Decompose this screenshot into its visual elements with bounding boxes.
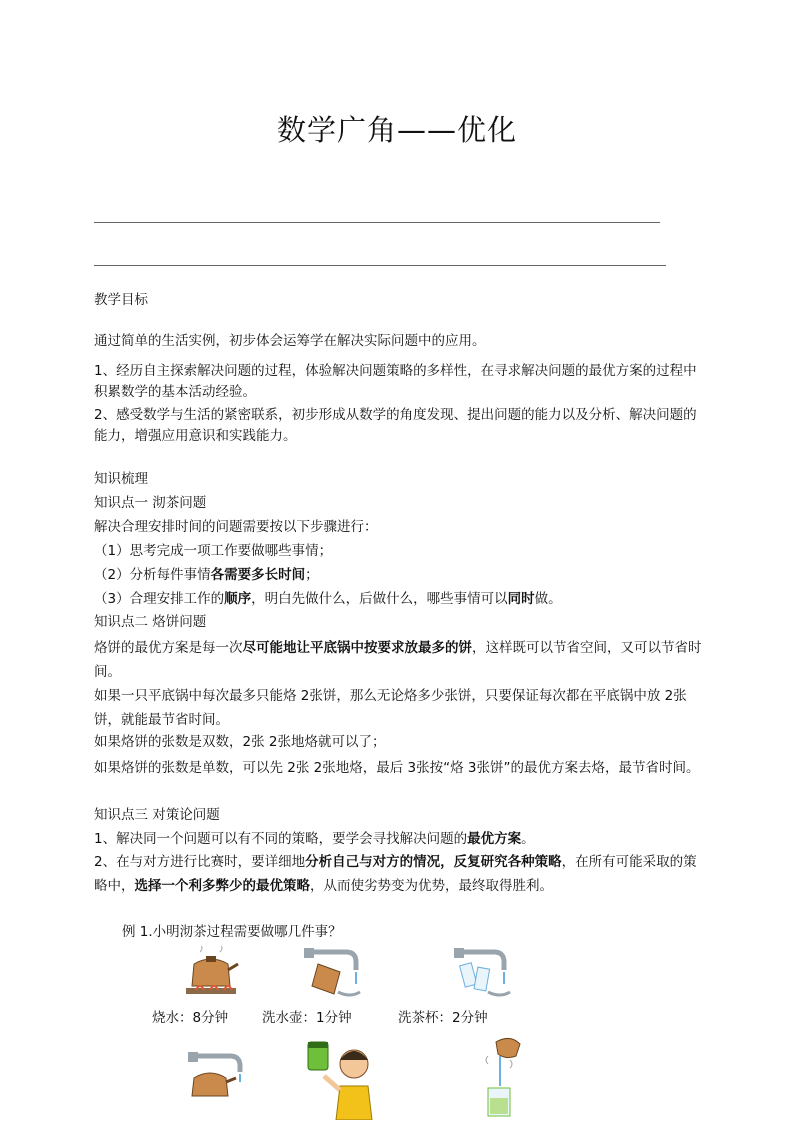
boy-with-tea-illustration [302,1036,386,1120]
kp2-paragraph-3: 如果烙饼的张数是双数，2张 2张地烙就可以了； [94,734,386,750]
caption-wash-kettle: 洗水壶：1分钟 [262,1010,352,1026]
kp2-paragraph-4: 如果烙饼的张数是单数，可以先 2张 2张地烙，最后 3张按“烙 3张饼”的最优方案去烙，最节省时间。 [94,760,700,776]
objectives-intro: 通过简单的生活实例，初步体会运筹学在解决实际问题中的应用。 [94,333,486,349]
kp1-intro: 解决合理安排时间的问题需要按以下步骤进行： [94,519,378,535]
kp3-heading: 知识点三 对策论问题 [94,807,220,823]
kp1-step-3 [94,591,562,608]
kp3-p1-bold: 最优方案 [467,831,522,847]
kp3-p2-bold-1: 分析自己与对方的情况，反复研究各种策略 [305,854,562,870]
kp3-paragraph-1 [94,831,535,848]
wash-kettle-illustration [300,944,366,1000]
kp2-p1-text: 烙饼的最优方案是每一次 [94,640,243,656]
header-rule-2 [94,265,666,266]
kp2-p1-bold: 尽可能地让平底锅中按要求放最多的饼 [242,640,472,656]
kp3-p2-mid: ，在所有可能采取的策略中， [94,854,697,894]
make-tea-illustration [470,1034,528,1120]
header-rule-1 [94,222,660,223]
kp1-heading: 知识点一 沏茶问题 [94,495,207,511]
review-heading: 知识梳理 [94,471,148,487]
objective-1: 1、经历自主探索解决问题的过程，体验解决问题策略的多样性，在寻求解决问题的最优方案的过程中积累数学的基本活动经验。 [94,363,697,400]
wash-cups-illustration [452,944,514,1000]
kp1-step-3-mid: ，明白先做什么，后做什么，哪些事情可以 [251,591,508,607]
fill-kettle-illustration [184,1048,250,1102]
kp2-paragraph-2: 如果一只平底锅中每次最多只能烙 2张饼，那么无论烙多少张饼，只要保证每次都在平底锅中放 2张饼，就能最节省时间。 [94,688,687,728]
kp2-heading: 知识点二 烙饼问题 [94,614,207,630]
kp3-p2-end: ，从而使劣势变为优势，最终取得胜利。 [310,878,553,894]
kp1-step-3-bold-1: 顺序 [224,591,252,607]
kp3-paragraph-2 [94,850,702,898]
kp1-step-3-text: （3）合理安排工作的 [94,591,225,607]
kp1-step-3-bold-2: 同时 [507,591,535,607]
kp2-paragraph-1 [94,636,702,684]
kp1-step-1: （1）思考完成一项工作要做哪些事情； [94,543,333,559]
objectives-heading: 教学目标 [94,292,148,308]
kp1-step-2-text: （2）分析每件事情 [94,567,211,583]
kp1-step-2 [94,567,319,584]
kp2-p1-end: ，这样既可以节省空间，又可以节省时间。 [94,640,702,680]
caption-wash-cups: 洗茶杯：2分钟 [398,1010,488,1026]
kp3-p1-text: 1、解决同一个问题可以有不同的策略，要学会寻找解决问题的 [94,831,468,847]
kp3-p2-text: 2、在与对方进行比赛时，要详细地 [94,854,306,870]
kp1-step-2-end: ； [305,567,319,583]
caption-boil-water: 烧水：8分钟 [152,1010,229,1026]
boiling-kettle-illustration [180,946,242,998]
objective-2: 2、感受数学与生活的紧密联系，初步形成从数学的角度发现、提出问题的能力以及分析、解决问题的能力，增强应用意识和实践能力。 [94,407,697,444]
page-title: 数学广角——优化 [276,113,517,147]
kp3-p2-bold-2: 选择一个利多弊少的最优策略 [134,878,310,894]
example-1-heading: 例 1.小明沏茶过程需要做哪几件事？ [122,924,342,940]
kp1-step-3-end: 做。 [534,591,562,607]
kp1-step-2-bold: 各需要多长时间 [210,567,306,583]
kp3-p1-end: 。 [521,831,535,847]
